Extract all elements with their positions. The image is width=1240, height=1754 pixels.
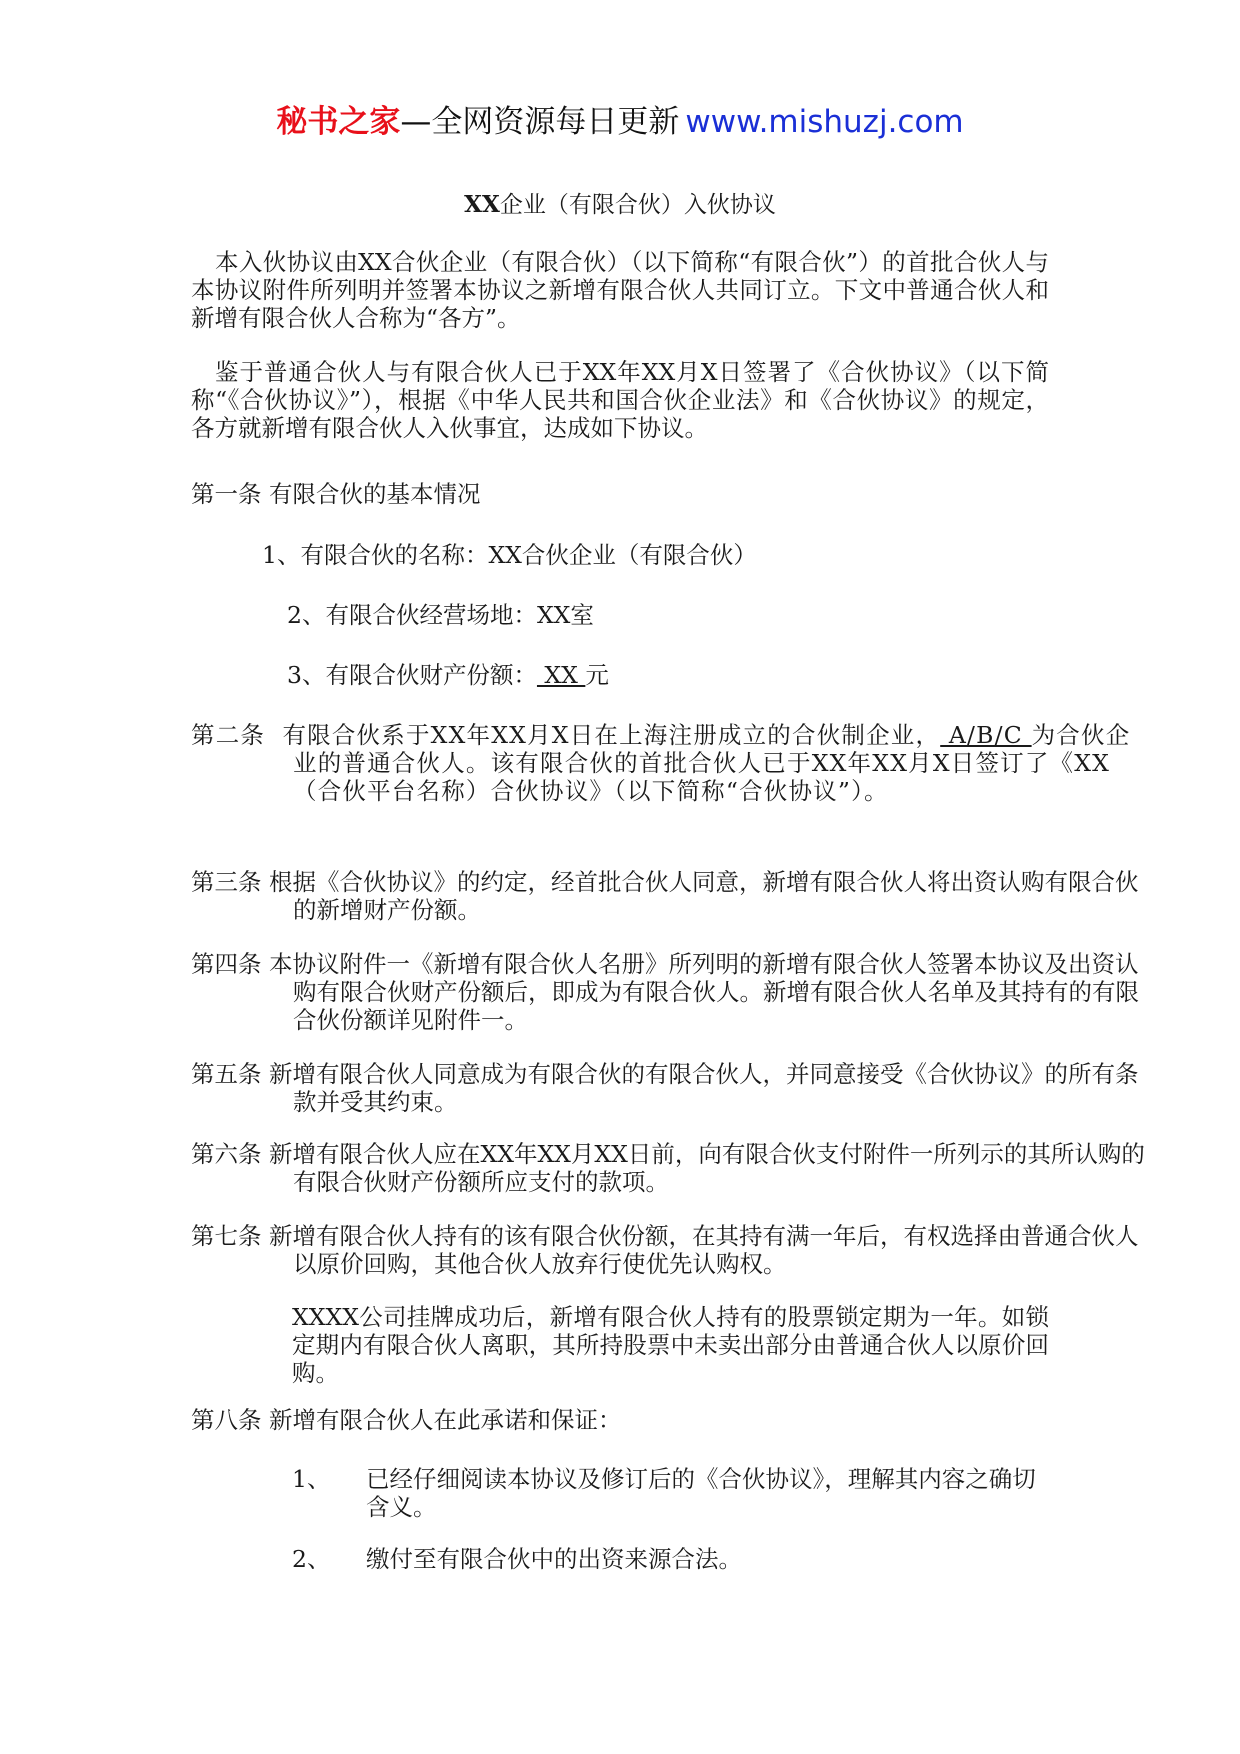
article-text: 新增有限合伙人在此承诺和保证： [268,1406,622,1434]
article-label: 第八条 [191,1406,262,1434]
title-text: 企业（有限合伙）入伙协议 [499,192,776,218]
article-2-text-1: 有限合伙系于XX年XX月X日在上海注册成立的合伙制企业， [282,721,941,749]
header-slogan: —全网资源每日更新 [400,104,680,140]
intro-text-2: 鉴于普通合伙人与有限合伙人已于XX年XX月X日签署了《合伙协议》（以下简称“《合伙协议》”），根据《中华人民共和国合伙企业法》和《合伙协议》的规定，各方就新增有限合伙人入伙事宜，达成如下协议。 [191,358,1049,442]
article-label: 第二条 [191,721,266,749]
brand-name: 秘书之家 [276,104,401,140]
article-8-item-2 [292,1545,1052,1573]
item-number: 1、 [292,1465,331,1493]
intro-paragraph-2 [191,358,1049,442]
intro-text-1: 本入伙协议由XX合伙企业（有限合伙）（以下简称“有限合伙”）的首批合伙人与本协议附件所列明并签署本协议之新增有限合伙人共同订立。下文中普通合伙人和新增有限合伙人合称为“各方”。 [191,248,1049,332]
article-text: 新增有限合伙人应在XX年XX月XX日前，向有限合伙支付附件一所列示的其所认购的有限合伙财产份额所应支付的款项。 [268,1140,1145,1196]
article-3 [191,868,1153,924]
article-2 [191,721,1153,805]
item-3-label: 3、有限合伙财产份额： [287,661,537,689]
article-2-text-2: 为合伙企业的普通合伙人。该有限合伙的首批合伙人已于XX年XX月X日签订了《XX（合伙平台名称）合伙协议》（以下简称“合伙协议”）。 [293,721,1131,805]
article-1-item-1: 1、有限合伙的名称：XX合伙企业（有限合伙） [262,541,757,569]
article-6 [191,1140,1153,1196]
item-number: 2、 [292,1545,331,1573]
article-label: 第一条 [191,480,262,508]
article-4 [191,950,1153,1034]
article-1-heading [191,480,1051,508]
article-7-extra: XXXX公司挂牌成功后，新增有限合伙人持有的股票锁定期为一年。如锁定期内有限合伙人离职，其所持股票中未卖出部分由普通合伙人以原价回购。 [292,1303,1049,1387]
article-text: 本协议附件一《新增有限合伙人名册》所列明的新增有限合伙人签署本协议及出资认购有限合伙财产份额后，即成为有限合伙人。新增有限合伙人名单及其持有的有限合伙份额详见附件一。 [268,950,1139,1034]
article-label: 第六条 [191,1140,262,1168]
item-3-unit: 元 [585,661,609,689]
site-header [0,102,1240,142]
article-8-item-1 [292,1465,1052,1521]
article-label: 第三条 [191,868,262,896]
intro-paragraph-1 [191,248,1049,332]
title-prefix: XX [464,191,500,218]
site-url-link[interactable]: www.mishuzj.com [685,104,964,140]
article-label: 第七条 [191,1222,262,1250]
article-text: 根据《合伙协议》的约定，经首批合伙人同意，新增有限合伙人将出资认购有限合伙的新增财产份额。 [268,868,1139,924]
article-text: 新增有限合伙人同意成为有限合伙的有限合伙人，并同意接受《合伙协议》的所有条款并受其约束。 [268,1060,1139,1116]
article-heading: 有限合伙的基本情况 [268,480,481,508]
article-7 [191,1222,1153,1278]
article-1-item-2: 2、有限合伙经营场地：XX室 [287,601,594,629]
property-share-value: XX [536,661,586,689]
article-5 [191,1060,1153,1116]
article-label: 第五条 [191,1060,262,1088]
general-partner-names: A/B/C [940,721,1032,749]
item-text: 缴付至有限合伙中的出资来源合法。 [366,1545,742,1573]
article-text: 新增有限合伙人持有的该有限合伙份额，在其持有满一年后，有权选择由普通合伙人以原价回购，其他合伙人放弃行使优先认购权。 [268,1222,1139,1278]
article-label: 第四条 [191,950,262,978]
document-title [0,190,1240,220]
article-8 [191,1406,1051,1434]
article-1-item-3 [287,660,609,690]
item-text: 已经仔细阅读本协议及修订后的《合伙协议》，理解其内容之确切含义。 [366,1465,1036,1521]
